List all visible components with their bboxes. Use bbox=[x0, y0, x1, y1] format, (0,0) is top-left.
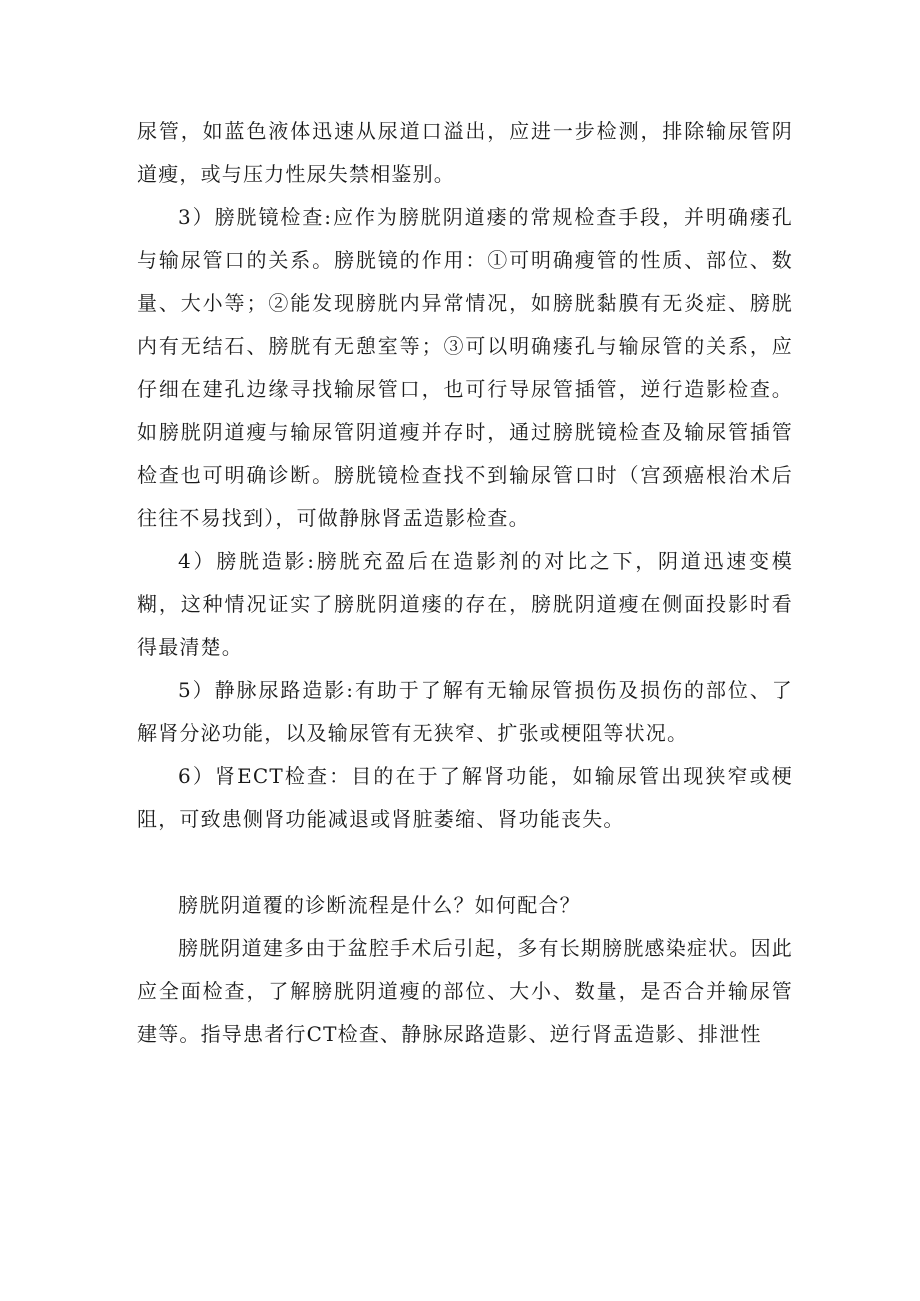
paragraph-cystography: 4）膀胱造影:膀胱充盈后在造影剂的对比之下，阴道迅速变模糊，这种情况证实了膀胱阴道瘘的存在，膀胱阴道瘦在侧面投影时看得最清楚。 bbox=[137, 549, 793, 659]
paragraph-continuation: 尿管，如蓝色液体迅速从尿道口溢出，应进一步检测，排除输尿管阴道瘦，或与压力性尿失禁相鉴别。 bbox=[137, 119, 793, 186]
paragraph-renal-ect: 6）肾ECT检查：目的在于了解肾功能，如输尿管出现狭窄或梗阻，可致患侧肾功能减退或肾脏萎缩、肾功能丧失。 bbox=[137, 764, 793, 831]
section-heading: 膀胱阴道覆的诊断流程是什么？如何配合？ bbox=[178, 893, 581, 917]
paragraph-cystoscopy: 3）膀胱镜检查:应作为膀胱阴道瘘的常规检查手段，并明确瘘孔与输尿管口的关系。膀胱镜的作用：①可明确瘦管的性质、部位、数量、大小等；②能发现膀胱内异常情况，如膀胱黏膜有无炎症、膀胱内有无结石、膀胱有无憩室等；③可以明确瘘孔与输尿管的关系，应仔细在建孔边缘寻找输尿管口，也可行导尿管插管，逆行造影检查。如膀胱阴道瘦与输尿管阴道瘦并存时，通过膀胱镜检查及输尿管插管检查也可明确诊断。膀胱镜检查找不到输尿管口时（宫颈癌根治术后往往不易找到），可做静脉肾盂造影检查。 bbox=[137, 205, 793, 530]
document-body bbox=[137, 110, 793, 1056]
paragraph-intravenous-urography: 5）静脉尿路造影:有助于了解有无输尿管损伤及损伤的部位、了解肾分泌功能，以及输尿管有无狭窄、扩张或梗阻等状况。 bbox=[137, 678, 793, 745]
section-body: 膀胱阴道建多由于盆腔手术后引起，多有长期膀胱感染症状。因此应全面检查，了解膀胱阴道瘦的部位、大小、数量，是否合并输尿管建等。指导患者行CT检查、静脉尿路造影、逆行肾盂造影、排泄性 bbox=[137, 936, 793, 1046]
section-spacer bbox=[137, 841, 793, 884]
